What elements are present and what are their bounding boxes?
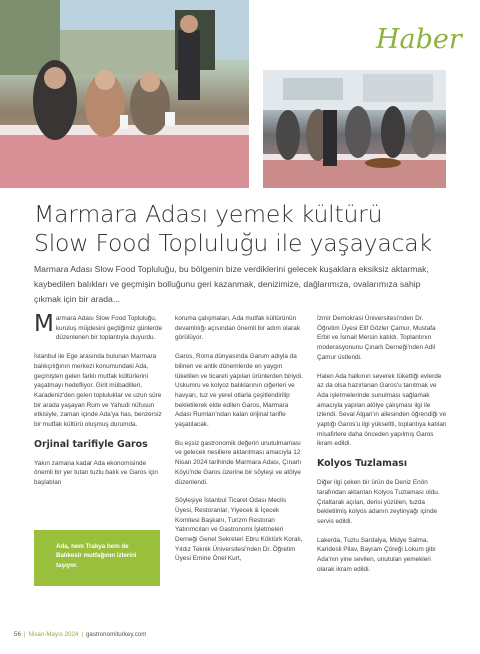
column-1-paragraph-1-text: armara Adası Slow Food Topluluğu, kuruluş müjdesini geçtiğimiz günlerde düzenlenen bir toplantıyla duyurdu. <box>55 315 163 342</box>
column-3-paragraph-4: Lakerda, Tuzlu Sardalya, Midye Salma, Karidesli Pilav, Bayram Çöreği Lokum gibi Ada'nın yine sevilen, unutulan yemekleri olarak ikram edildi. <box>317 536 436 573</box>
page-footer: 56 | Nisan-Mayıs 2024 | gastronomiturkey.com <box>14 631 147 638</box>
website-link[interactable]: gastronomiturkey.com <box>85 631 147 638</box>
workshop-image <box>263 70 446 188</box>
article-headline <box>34 200 454 258</box>
workshop-photo-panel <box>263 70 446 188</box>
subhead-kolyos: Kolyos Tuzlaması <box>317 458 408 470</box>
article-lead: Marmara Adası Slow Food Topluluğu, bu bölgenin bize verdiklerini gelecek kuşaklara eksiksiz aktarmak, kaybedilen balıkları ve geçmişin bolluğunu geri kazanmak, denizimize, dağlarımıza, ovalarımıza sahip çıkmak için bir arada... <box>34 264 429 305</box>
column-2-paragraph-1: koruma çalışmaları, Ada mutfak kültürünün devamlılığı açısından önemli bir adım olarak görülüyor. <box>175 315 301 342</box>
article-column-3 <box>317 314 447 583</box>
issue-date: Nisan-Mayıs 2024 <box>28 631 79 638</box>
column-3-paragraph-2: Halen Ada halkının severek tükettiği evlerde az da olsa hazırlanan Garos'u tanıtmak ve Ada işletmelerinde sunulması sağlamak amacıyla yapılan atölye çalışması ilgi ile izlendi. Seval Algan'ın ailesinden öğrendiği ve yaptığı Garos'u ilgi yükseltti, toplantıya katılan misafirlere daha önceden yapılmış Garos ikram edildi. <box>317 372 447 448</box>
subhead-garos: Orjinal tarifiyle Garos <box>34 438 148 450</box>
event-photo-panel <box>0 0 249 188</box>
page-number: 56 <box>14 631 21 638</box>
column-2-paragraph-2: Garos, Roma dünyasında Garum adıyla da bilinen ve antik dönemlerde en yaygın tüketilen ve ticareti yapılan ürünlerden biriydi. Uskumru ve kolyoz balıklarının ciğerleri ve havyarı, tuz ve yerel otlarla çeşitlendirilip bekletilerek elde edilen Garos, Marmara Adası Rumları'ndan kalan orijinal tarifle yaşatılacak. <box>175 353 303 429</box>
headline-line-2: Slow Food Topluluğu ile yaşayacak <box>34 229 432 257</box>
pull-quote: Ada, hem Trakya hem de Balıkesir mutfağının izlerini taşıyor. <box>34 530 160 586</box>
column-1-paragraph-1 <box>34 311 164 343</box>
column-2-paragraph-4: Söyleşiye İstanbul Ticaret Odası Meclis Üyesi, Restoranlar, Yiyecek & İçecek Komitesi Başkanı, Turizm Restoran Yatırımcıları ve Gastronomi İşletmeleri Derneği Genel Sekreteri Ebru Köktürk Koralı, Yıldız Teknik Üniversitesi'nden Dr. Öğretim Üyesi Emine Önel Kurt, <box>175 497 303 563</box>
dropcap: M <box>34 311 54 337</box>
headline-line-1: Marmara Adası yemek kültürü <box>34 200 383 228</box>
column-3-paragraph-3: Diğer ilgi çeken bir ürün de Deniz Enön tarafından aktarılan Kolyos Tuzlaması oldu. Çıtaltarak açılan, derisi yüzülen, tuzda bekletilmiş kolyos adanın zeytinyağı içinde servis edildi. <box>317 479 440 525</box>
column-1-paragraph-3: Yakın zamana kadar Ada ekonomisinde önemli bir yer tutan tuzlu balık ve Garos için başlatılan <box>34 459 158 487</box>
column-1-paragraph-2: İstanbul ile Ege arasında bulunan Marmara balıkçılığının merkezi konumundaki Ada, geçmişten gelen farklı mutfak kültürlerini yaşatmayı hedefliyor. Girit mübadilleri, Karadeniz'den gelen topluluklar ve uzun süre bir arada yaşayan Rum ve Yahudi nüfusun etkisiyle, zaman içinde Ada'ya has, benzersiz bir mutfak kültürü oluşmuş durumda. <box>34 353 162 429</box>
panel-discussion-image <box>0 0 249 188</box>
article-column-2 <box>175 314 305 573</box>
article-column-1 <box>34 311 164 497</box>
section-label-haber: Haber <box>376 24 462 55</box>
column-2-paragraph-3: Bu eşsiz gastronomik değerin unutulmaması ve gelecek nesillere aktarılması amacıyla 12 Nisan 2024 tarihinde Marmara Adası, Çınarlı Köyü'nde Garos üzerine bir söyleşi ve atölye düzenlendi. <box>175 439 302 486</box>
column-3-paragraph-1: İzmir Demokrasi Üniversitesi'nden Dr. Öğretim Üyesi Elif Gözler Çamur, Mustafa Erbil ve İsmail Mersin katıldı. Toplantının moderasyonunu Çınarlı Derneği'nden Adil Çamur üstlendi. <box>317 315 436 361</box>
